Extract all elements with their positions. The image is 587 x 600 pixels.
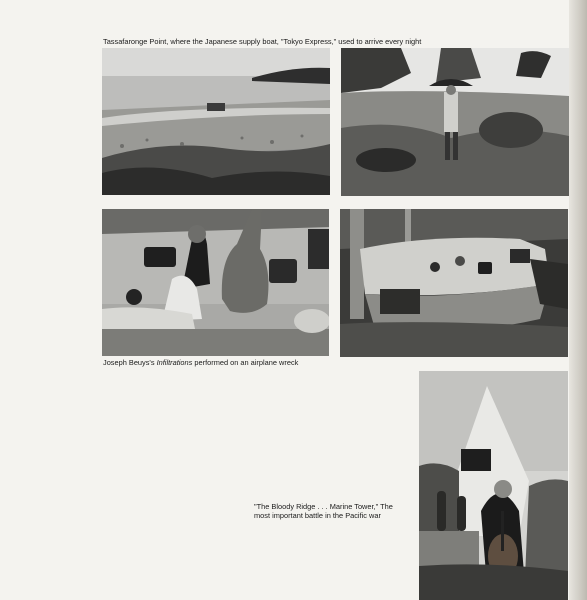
page-edge bbox=[569, 0, 587, 600]
caption-middle-title: Infiltrations bbox=[156, 358, 193, 367]
caption-bottom-line1: "The Bloody Ridge . . . Marine Tower," The bbox=[254, 502, 393, 511]
photo-beach-shoreline bbox=[102, 48, 330, 195]
photo-airplane-wreck-jungle bbox=[340, 209, 568, 357]
caption-bottom-line2: most important battle in the Pacific war bbox=[254, 511, 381, 520]
caption-top: Tassafaronge Point, where the Japanese supply boat, "Tokyo Express," used to arrive every night bbox=[103, 37, 422, 46]
photo-performers-in-fuselage bbox=[102, 209, 329, 356]
caption-middle bbox=[103, 358, 298, 367]
caption-middle-prefix: Joseph Beuys's bbox=[103, 358, 157, 367]
photo-person-with-umbrella bbox=[341, 48, 569, 196]
caption-middle-suffix: performed on an airplane wreck bbox=[192, 358, 299, 367]
caption-bottom bbox=[254, 502, 393, 520]
photo-cellist-at-monument bbox=[419, 371, 568, 600]
